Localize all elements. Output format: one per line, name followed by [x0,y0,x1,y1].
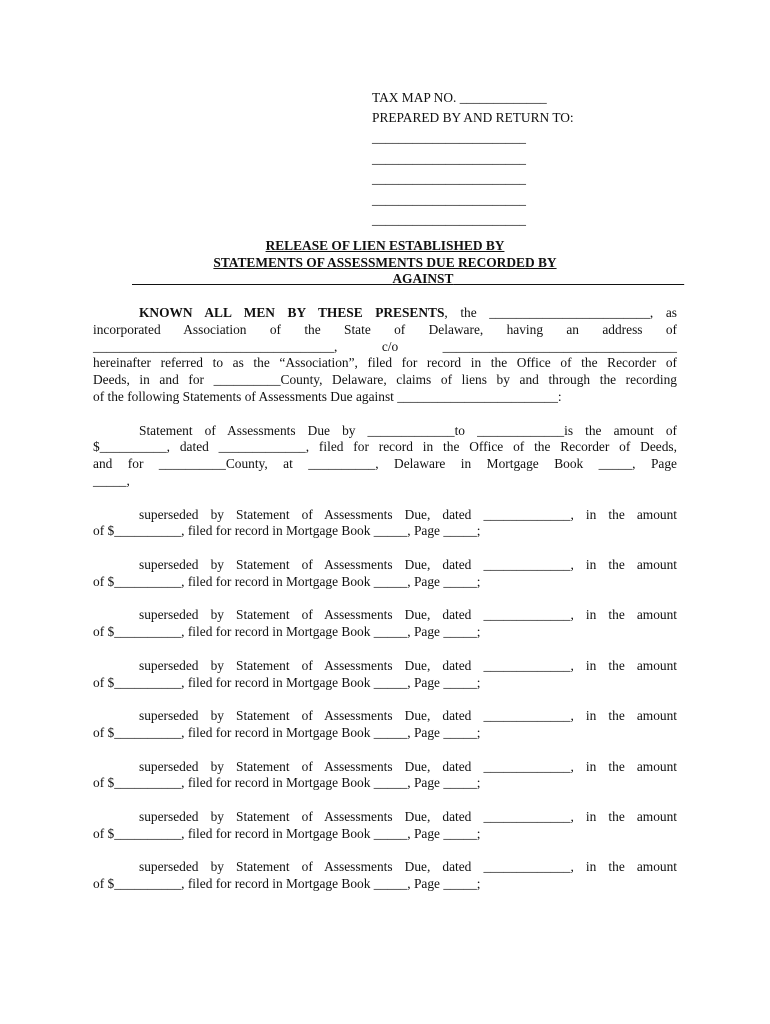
superseded-entry [93,507,677,541]
statement-line-3: and for __________County, at __________, Delaware in Mortgage Book _____, Page [93,456,677,472]
intro-line-6: of the following Statements of Assessments Due against ________________________: [93,388,562,404]
superseded-line-2: of $__________, filed for record in Mortgage Book _____, Page _____; [93,825,481,841]
superseded-line-1: superseded by Statement of Assessments Due, dated _____________, in the amount [139,708,677,724]
superseded-line-1: superseded by Statement of Assessments Due, dated _____________, in the amount [139,859,677,875]
superseded-line-1: superseded by Statement of Assessments Due, dated _____________, in the amount [139,506,677,522]
superseded-entry [93,607,677,641]
superseded-line-1: superseded by Statement of Assessments Due, dated _____________, in the amount [139,556,677,572]
title-line-1: RELEASE OF LIEN ESTABLISHED BY [265,238,505,253]
superseded-line-2: of $__________, filed for record in Mortgage Book _____, Page _____; [93,624,481,640]
intro-line-2: incorporated Association of the State of Delaware, having an address of [93,321,677,337]
return-address-line: _______________________ [372,191,526,207]
title-line-2: STATEMENTS OF ASSESSMENTS DUE RECORDED BY [213,254,557,270]
superseded-line-1: superseded by Statement of Assessments Due, dated _____________, in the amount [139,758,677,774]
superseded-line-2: of $__________, filed for record in Mortgage Book _____, Page _____; [93,674,481,690]
superseded-entry [93,809,677,843]
superseded-line-1: superseded by Statement of Assessments Due, dated _____________, in the amount [139,808,677,824]
superseded-line-2: of $__________, filed for record in Mortgage Book _____, Page _____; [93,775,481,791]
title-against: AGAINST [392,271,454,286]
superseded-entry [93,658,677,692]
superseded-entry [93,708,677,742]
statement-line-2: $__________, dated _____________, filed for record in the Office of the Recorder of Deeds, [93,439,677,455]
title-line-3 [132,271,638,288]
document-body [93,305,677,893]
superseded-entry [93,557,677,591]
return-address-block [372,88,672,231]
intro-paragraph [93,305,677,406]
statement-paragraph [93,423,677,490]
prepared-by-label: PREPARED BY AND RETURN TO: [372,110,574,125]
document-title [93,238,677,288]
return-address-line: _______________________ [372,130,526,145]
superseded-line-2: of $__________, filed for record in Mortgage Book _____, Page _____; [93,724,481,740]
intro-bold-lead: KNOWN ALL MEN BY THESE PRESENTS [139,305,445,320]
superseded-line-2: of $__________, filed for record in Mortgage Book _____, Page _____; [93,876,481,892]
superseded-entry [93,859,677,893]
superseded-line-1: superseded by Statement of Assessments Due, dated _____________, in the amount [139,657,677,673]
return-address-line: _______________________ [372,150,526,166]
statement-line-4: _____, [93,472,130,488]
superseded-line-1: superseded by Statement of Assessments Due, dated _____________, in the amount [139,607,677,623]
superseded-line-2: of $__________, filed for record in Mortgage Book _____, Page _____; [93,573,481,589]
statement-line-1: Statement of Assessments Due by _____________to _____________is the amount of [139,422,677,438]
intro-line-4: hereinafter referred to as the “Association”, filed for record in the Office of the Recorder of [93,355,677,371]
intro-line-5: Deeds, in and for __________County, Delaware, claims of liens by and through the recording [93,372,677,388]
intro-line-3: ____________________________________, c/o ___________________________________ [93,338,677,354]
return-address-line: _______________________ [372,212,526,227]
intro-line-1: , the ________________________, as [444,305,677,320]
superseded-entry [93,759,677,793]
tax-map-number: TAX MAP NO. _____________ [372,90,547,105]
return-address-line: _______________________ [372,171,526,186]
superseded-line-2: of $__________, filed for record in Mortgage Book _____, Page _____; [93,523,481,539]
